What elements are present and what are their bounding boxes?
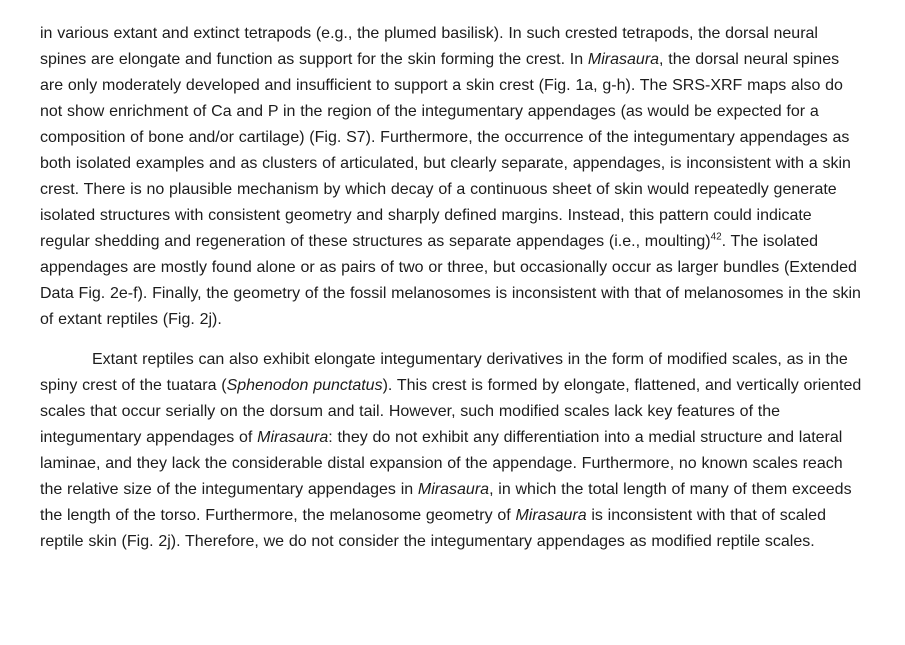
italic-taxon-name: Mirasaura bbox=[587, 51, 660, 68]
text-run: , the dorsal neural spines are only moderately developed and insufficient to support a skin crest (Fig. 1a, g-h). The SRS-XRF maps also do not show enrichment of Ca and P in the region of the integumentary appendages (as would be expected for a composition of bone and/or cartilage) (Fig. S7). Furthermore, the occurrence of the integumentary appendages as both isolated examples and as clusters of articulated, but clearly separate, appendages, is inconsistent with a skin crest. There is no plausible mechanism by which decay of a continuous sheet of skin would repeatedly generate isolated structures with consistent geometry and sharply defined margins. Instead, this pattern could indicate regular shedding and regeneration of these structures as separate appendages (i.e., moulting) bbox=[40, 51, 851, 250]
text-run: , in which the total length of many of them exceeds the length of the torso. Furthermore, the melanosome geometry of bbox=[40, 481, 852, 524]
text-run: : they do not exhibit any differentiation into a medial structure and lateral laminae, and they lack the considerable distal expansion of the appendage. Furthermore, no known scales reach the relative size of the integumentary appendages in bbox=[40, 429, 843, 498]
text-run: . The isolated appendages are mostly found alone or as pairs of two or three, but occasionally occur as larger bundles (Extended Data Fig. 2e-f). Finally, the geometry of the fossil melanosomes is inconsistent with that of melanosomes in the skin of extant reptiles (Fig. 2j). bbox=[40, 233, 861, 328]
paragraph-modified-scales-argument bbox=[40, 347, 863, 555]
text-run: is inconsistent with that of scaled reptile skin (Fig. 2j). Therefore, we do not consider the integumentary appendages as modified reptile scales. bbox=[40, 507, 826, 550]
text-run: ). This crest is formed by elongate, flattened, and vertically oriented scales that occur serially on the dorsum and tail. However, such modified scales lack key features of the integumentary appendages of bbox=[40, 377, 862, 446]
text-run: Extant reptiles can also exhibit elongate integumentary derivatives in the form of modified scales, as in the spiny crest of the tuatara ( bbox=[40, 351, 848, 394]
italic-taxon-name: Mirasaura bbox=[257, 429, 329, 446]
text-run: in various extant and extinct tetrapods (e.g., the plumed basilisk). In such crested tetrapods, the dorsal neural spines are elongate and function as support for the skin forming the crest. In bbox=[40, 25, 818, 68]
paragraph-skin-crest-argument bbox=[40, 21, 863, 333]
superscript-reference: 42 bbox=[710, 231, 722, 243]
italic-taxon-name: Mirasaura bbox=[515, 507, 587, 524]
italic-taxon-name: Mirasaura bbox=[417, 481, 490, 498]
italic-taxon-name: Sphenodon punctatus bbox=[226, 377, 383, 394]
